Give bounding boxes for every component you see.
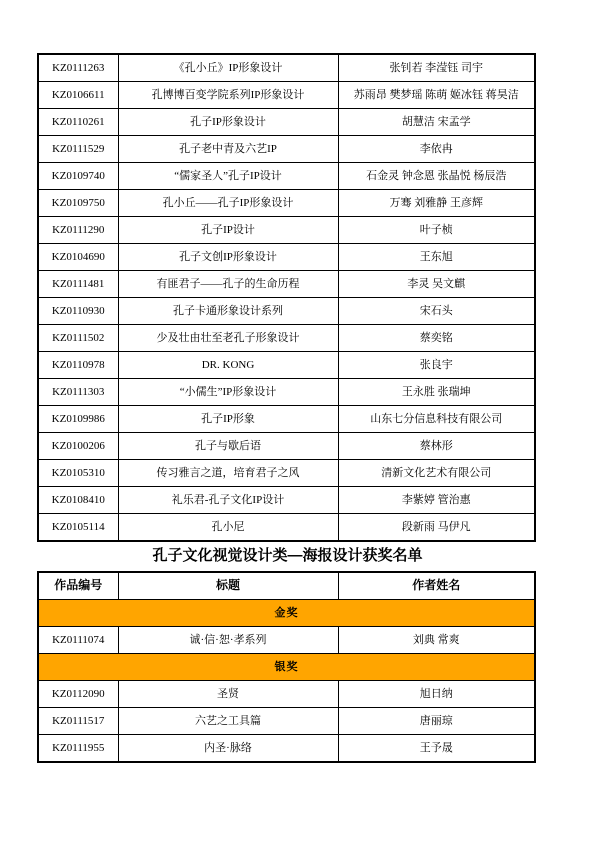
authors-cell: 叶子桢: [338, 217, 535, 244]
title-cell: 少及壮由壮至老孔子形象设计: [118, 325, 338, 352]
work-id-cell: KZ0111517: [38, 708, 118, 735]
table-row: [38, 406, 535, 433]
work-id-cell: KZ0111074: [38, 627, 118, 654]
title-cell: 孔子卡通形象设计系列: [118, 298, 338, 325]
table-row: [38, 514, 535, 542]
authors-cell: 张钊若 李滢钰 司宇: [338, 54, 535, 82]
work-id-cell: KZ0110930: [38, 298, 118, 325]
poster-design-winners-table: [37, 571, 536, 763]
table-row: [38, 82, 535, 109]
table-row: [38, 190, 535, 217]
table-row: [38, 136, 535, 163]
authors-cell: 李灵 吴文麒: [338, 271, 535, 298]
table-row: [38, 627, 535, 654]
title-cell: 孔子老中青及六艺IP: [118, 136, 338, 163]
ip-design-winners-table: [37, 53, 536, 542]
authors-cell: 旭日纳: [338, 681, 535, 708]
authors-cell: 王永胜 张瑞坤: [338, 379, 535, 406]
work-id-cell: KZ0105310: [38, 460, 118, 487]
authors-cell: 李依冉: [338, 136, 535, 163]
table-row: [38, 379, 535, 406]
authors-cell: 宋石头: [338, 298, 535, 325]
authors-cell: 苏雨昂 樊梦瑶 陈萌 姬冰钰 蒋昊洁: [338, 82, 535, 109]
title-cell: 圣贤: [118, 681, 338, 708]
table-row: [38, 298, 535, 325]
table-row: [38, 487, 535, 514]
authors-cell: 蔡林形: [338, 433, 535, 460]
title-cell: 传习雅言之道，培育君子之风: [118, 460, 338, 487]
authors-cell: 段新雨 马伊凡: [338, 514, 535, 542]
table-row: [38, 708, 535, 735]
ip-design-winners-table-body: [38, 54, 535, 541]
work-id-cell: KZ0111263: [38, 54, 118, 82]
poster-design-section-title: 孔子文化视觉设计类—海报设计获奖名单: [152, 547, 423, 564]
title-cell: 孔子与歇后语: [118, 433, 338, 460]
authors-cell: 石金灵 钟念恩 张晶悦 杨辰浩: [338, 163, 535, 190]
title-cell: DR. KONG: [118, 352, 338, 379]
table-row: [38, 54, 535, 82]
work-id-cell: KZ0112090: [38, 681, 118, 708]
authors-cell: 唐丽琼: [338, 708, 535, 735]
work-id-cell: KZ0106611: [38, 82, 118, 109]
title-cell: 孔小尼: [118, 514, 338, 542]
table-row: [38, 433, 535, 460]
title-cell: “儒家圣人”孔子IP设计: [118, 163, 338, 190]
column-header-work-id: 作品编号: [38, 572, 118, 600]
title-cell: 诚·信·恕·孝系列: [118, 627, 338, 654]
column-header-authors: 作者姓名: [338, 572, 535, 600]
title-cell: 孔子IP设计: [118, 217, 338, 244]
work-id-cell: KZ0100206: [38, 433, 118, 460]
award-banner-label: 银奖: [38, 654, 535, 681]
work-id-cell: KZ0109750: [38, 190, 118, 217]
table-row: [38, 460, 535, 487]
authors-cell: 胡慧洁 宋孟学: [338, 109, 535, 136]
authors-cell: 清新文化艺术有限公司: [338, 460, 535, 487]
authors-cell: 刘典 常爽: [338, 627, 535, 654]
table-row: [38, 735, 535, 763]
table-row: [38, 325, 535, 352]
award-banner-label: 金奖: [38, 600, 535, 627]
work-id-cell: KZ0111529: [38, 136, 118, 163]
title-cell: 孔子文创IP形象设计: [118, 244, 338, 271]
work-id-cell: KZ0105114: [38, 514, 118, 542]
title-cell: 孔子IP形象: [118, 406, 338, 433]
table-row: [38, 217, 535, 244]
work-id-cell: KZ0111290: [38, 217, 118, 244]
poster-design-winners-table-body: [38, 600, 535, 763]
title-cell: 六艺之工具篇: [118, 708, 338, 735]
work-id-cell: KZ0111955: [38, 735, 118, 763]
authors-cell: 李紫婷 管治惠: [338, 487, 535, 514]
authors-cell: 张良宇: [338, 352, 535, 379]
table-row: [38, 681, 535, 708]
work-id-cell: KZ0110261: [38, 109, 118, 136]
title-cell: 孔子IP形象设计: [118, 109, 338, 136]
column-header-title: 标题: [118, 572, 338, 600]
table-row: [38, 352, 535, 379]
work-id-cell: KZ0104690: [38, 244, 118, 271]
title-cell: “小儒生”IP形象设计: [118, 379, 338, 406]
table-row: [38, 109, 535, 136]
title-cell: 礼乐君-孔子文化IP设计: [118, 487, 338, 514]
authors-cell: 万骞 刘雅静 王彦辉: [338, 190, 535, 217]
table-header-row: [38, 572, 535, 600]
authors-cell: 山东七分信息科技有限公司: [338, 406, 535, 433]
work-id-cell: KZ0109740: [38, 163, 118, 190]
title-cell: 孔小丘——孔子IP形象设计: [118, 190, 338, 217]
table-row: [38, 163, 535, 190]
authors-cell: 王东旭: [338, 244, 535, 271]
work-id-cell: KZ0111303: [38, 379, 118, 406]
award-banner-row: [38, 600, 535, 627]
table-row: [38, 271, 535, 298]
work-id-cell: KZ0111502: [38, 325, 118, 352]
title-cell: 《孔小丘》IP形象设计: [118, 54, 338, 82]
work-id-cell: KZ0109986: [38, 406, 118, 433]
title-cell: 孔博博百变学院系列IP形象设计: [118, 82, 338, 109]
work-id-cell: KZ0110978: [38, 352, 118, 379]
work-id-cell: KZ0108410: [38, 487, 118, 514]
work-id-cell: KZ0111481: [38, 271, 118, 298]
award-banner-row: [38, 654, 535, 681]
table-row: [38, 244, 535, 271]
authors-cell: 蔡奕铭: [338, 325, 535, 352]
title-cell: 有匪君子——孔子的生命历程: [118, 271, 338, 298]
title-cell: 内圣·脉络: [118, 735, 338, 763]
authors-cell: 王予晟: [338, 735, 535, 763]
